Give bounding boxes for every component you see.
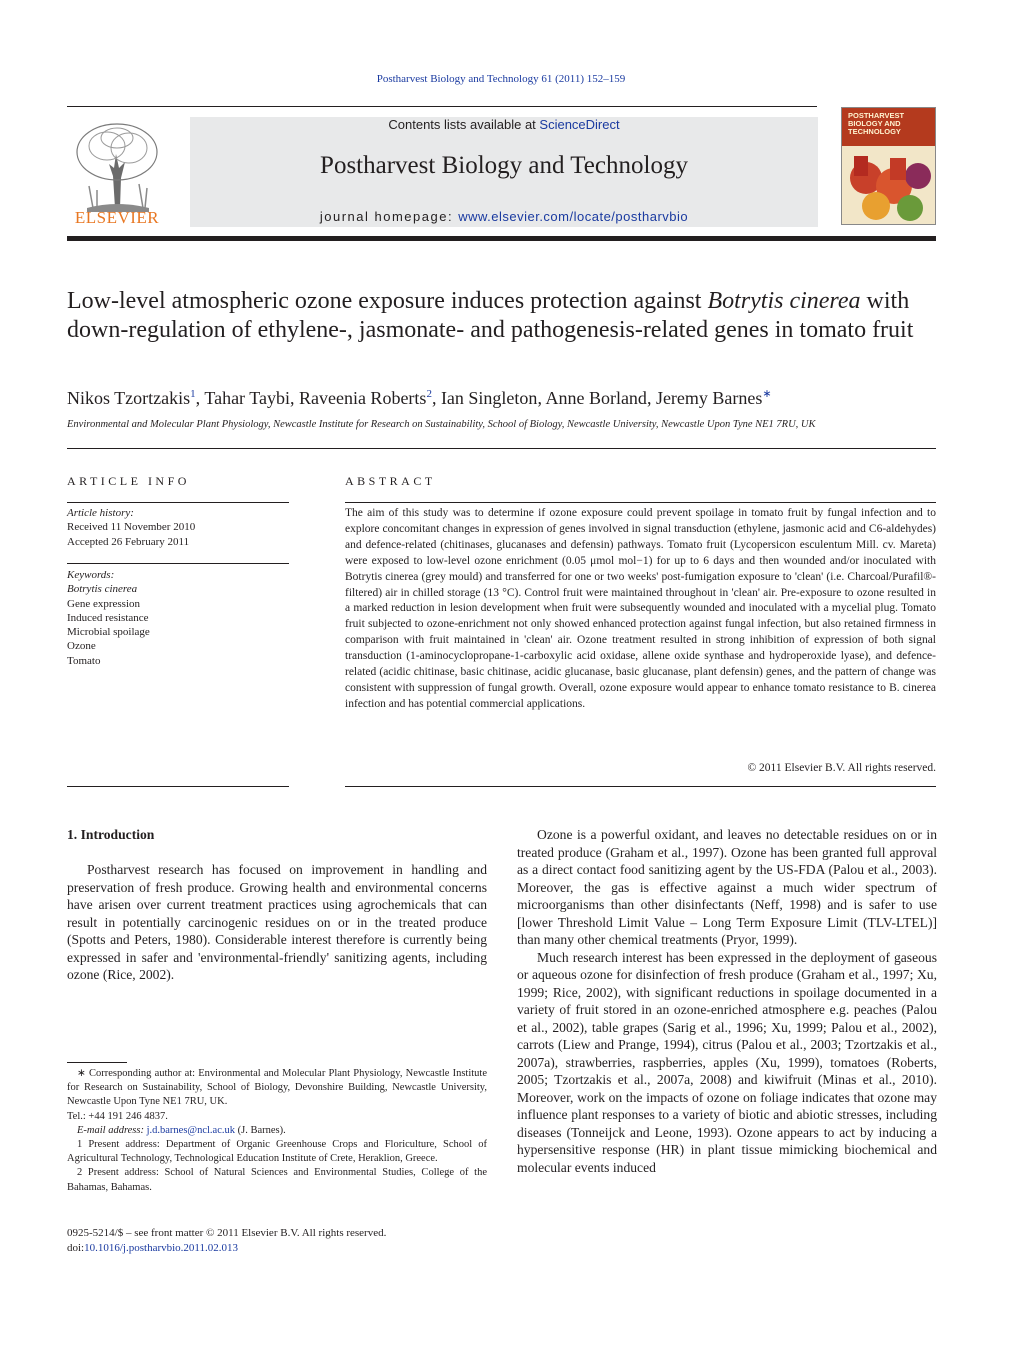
author-name: Ian Singleton [440,388,538,408]
author-name: Raveenia Roberts [298,388,427,408]
abstract-rule [345,786,936,787]
received-date: Received 11 November 2010 [67,521,196,534]
author-name: Jeremy Barnes [655,388,763,408]
abstract-rule [345,502,936,503]
doi-link[interactable]: 10.1016/j.postharvbio.2011.02.013 [84,1242,239,1254]
journal-cover[interactable] [841,107,936,225]
corresponding-footnote: ∗ Corresponding author at: Environmental and Molecular Plant Physiology, Newcastle Institute for Research on Sustainability, School of Biology, Devonshire Building, Newcastle University, Newcastle Upon Tyne NE1 7RU, UK. [67,1068,487,1108]
author-mark[interactable]: 1 [190,388,196,400]
footnote-rule [67,1062,127,1063]
introduction-heading: 1. Introduction [67,827,155,842]
section-rule [67,448,936,449]
elsevier-wordmark: ELSEVIER [74,208,160,227]
doi-line: doi:10.1016/j.postharvbio.2011.02.013 [67,1242,239,1254]
footnotes [67,1067,487,1195]
keyword: Botrytis cinerea [67,583,138,596]
author-name: Tahar Taybi [204,388,290,408]
email-line: E-mail address: j.d.barnes@ncl.ac.uk (J. Barnes). [77,1124,286,1136]
header-thick-rule [67,236,936,241]
journal-title: Postharvest Biology and Technology [320,152,688,179]
intro-paragraph: Much research interest has been expressed in the deployment of gaseous or aqueous ozone for disinfection of fresh produce (Graham et al., 1997; Xu, 1999; Rice, 2002), with significant reductions in spoilage documented in a variety of fruit stored in an ozone-enriched atmosphere e.g. peaches (Palou et al., 2002), table grapes (Sarig et al., 1996; Xu, 1999; Palou et al., 2002), carrots (Liew and Prange, 1994), citrus (Palou et al., 2003; Tzortzakis et al., 2007a), strawberries, raspberries, apples (Xu, 1999), tomatoes (Roberts, 2005; Tzortzakis et al., 2007a, 2008) and kiwifruit (Minas et al., 2010). Moreover, work on the impacts of ozone on foliage indicates that ozone may influence plant responses to a variety of biotic and abiotic stresses, including diseases (Tonneijck and Leone, 1993). Ozone appears to act by inducing a hypersensitive response (HR) in plant tissue mimicking biochemical and molecular events induced [517,949,937,1175]
accepted-date: Accepted 26 February 2011 [67,535,190,548]
header-rule [67,106,817,107]
intro-column-left [67,861,487,984]
copyright: © 2011 Elsevier B.V. All rights reserved. [747,762,936,774]
telephone: Tel.: +44 191 246 4837. [67,1110,168,1122]
abstract-label: ABSTRACT [345,474,436,488]
cover-produce-icon [842,148,936,225]
journal-citation[interactable]: Postharvest Biology and Technology 61 (2011) 152–159 [376,73,626,85]
email-link[interactable]: j.d.barnes@ncl.ac.uk [146,1124,235,1136]
keywords-heading: Keywords: [67,569,115,581]
intro-paragraph: Postharvest research has focused on improvement in handling and preservation of fresh produce. Growing health and environmental concerns have arisen over current treatment practices using agrochemicals that can result in potentially carcinogenic residues on or in the treated produce (Spotts and Peters, 1980). Considerable interest therefore is currently being expressed in safer and 'environmental-friendly' sanitizing agents, including ozone (Rice, 2002). [67,862,487,982]
article-identifiers [67,1226,487,1256]
author-list: Nikos Tzortzakis$^1$, Tahar Taybi, Raveenia Roberts$^2$, Ian Singleton, Anne Borland, Jeremy Barnes∗ [67,388,772,408]
article-history [67,506,289,549]
article-info-label: ARTICLE INFO [67,474,190,488]
author-name: Nikos Tzortzakis [67,388,191,408]
footnote-2: 2 Present address: School of Natural Sciences and Environmental Studies, College of the Bahamas, Bahamas. [67,1167,487,1193]
author-name: Anne Borland [545,388,647,408]
issn-line: 0925-5214/$ – see front matter © 2011 Elsevier B.V. All rights reserved. [67,1227,387,1239]
info-rule [67,786,289,787]
author-mark[interactable]: 2 [426,388,432,400]
keyword: Tomato [67,654,101,667]
keyword: Microbial spoilage [67,626,150,639]
author-mark[interactable]: ∗ [762,388,772,400]
keyword: Ozone [67,640,96,653]
sciencedirect-link[interactable]: ScienceDirect [539,117,620,132]
keywords [67,568,289,668]
info-rule [67,502,289,503]
keyword: Induced resistance [67,611,149,624]
contents-line: Contents lists available at ScienceDirect [388,117,620,132]
info-rule [67,563,289,564]
abstract-text: The aim of this study was to determine if ozone exposure could prevent spoilage in tomato fruit by fungal infection and to explore concomitant changes in expression of genes involved in signal transduction (ethylene, jasmonic acid and C6-aldehydes) and defence-related (chitinases, glucanases and defensin) pathways. Tomato fruit (Lycopersicon esculentum Mill. cv. Mareta) were exposed to low-level ozone enrichment (0.05 μmol mol−1) for up to 6 days and then wounded and/or inoculated with Botrytis cinerea (grey mould) and transferred for one or two weeks' post-fumigation exposure to 'clean' (i.e. Charcoal/Purafil®-filtered) air in chilled storage (13 °C). Control fruit were maintained throughout in 'clean' air. Pre-exposure to ozone resulted in a marked reduction in lesion development when fruit were subsequently wounded and inoculated with a mycelial plug. Tomato fruit subjected to ozone-enrichment not only showed enhanced protection against fungal infection, but also retained firmness in comparison with fruit maintained in 'clean' air. Ozone treatment resulted in strong inhibition of expression of both signal transduction (1-aminocyclopropane-1-carboxylic acid oxidase, allene oxide synthase and hydroperoxide lyase), and defence-related (acidic chitinase, basic chitinase, acidic glucanase, basic glucanase, plant defensin) genes, and the pattern of change was consistent with suppression of fungal growth. Overall, ozone exposure would appear to enhance tomato resistance to B. cinerea infection and has potential commercial applications. [345,507,936,710]
intro-column-right [517,826,937,1176]
homepage-link[interactable]: www.elsevier.com/locate/postharvbio [458,209,689,224]
keyword: Gene expression [67,597,141,610]
footnote-1: 1 Present address: Department of Organic Greenhouse Crops and Floriculture, School of Agricultural Technology, Technological Education Institute of Crete, Heraklion, Greece. [67,1139,487,1165]
affiliation: Environmental and Molecular Plant Physiology, Newcastle Institute for Research on Sustainability, School of Biology, Newcastle University, Newcastle Upon Tyne NE1 7RU, UK [67,419,816,430]
article-title: Low-level atmospheric ozone exposure induces protection against Botrytis cinerea with down-regulation of ethylene-, jasmonate- and pathogenesis-related genes in tomato fruit [67,288,914,343]
intro-paragraph: Ozone is a powerful oxidant, and leaves no detectable residues on or in treated produce (Graham et al., 1997). Ozone has been granted full approval as a direct contact food sanitizing agent by the US-FDA (Palou et al., 2003). Moreover, the gas is effective against a much wider spectrum of microorganisms than other disinfectants (Neff, 1998) and is safer to use [lower Threshold Limit Value – Long Term Exposure Limit (TLV-LTEL)] than many other chemical treatments (Pryor, 1999). [517,827,937,947]
cover-title: POSTHARVEST BIOLOGY AND TECHNOLOGY [848,111,905,136]
journal-homepage: journal homepage: www.elsevier.com/locate/postharvbio [319,209,689,224]
history-heading: Article history: [67,507,134,519]
